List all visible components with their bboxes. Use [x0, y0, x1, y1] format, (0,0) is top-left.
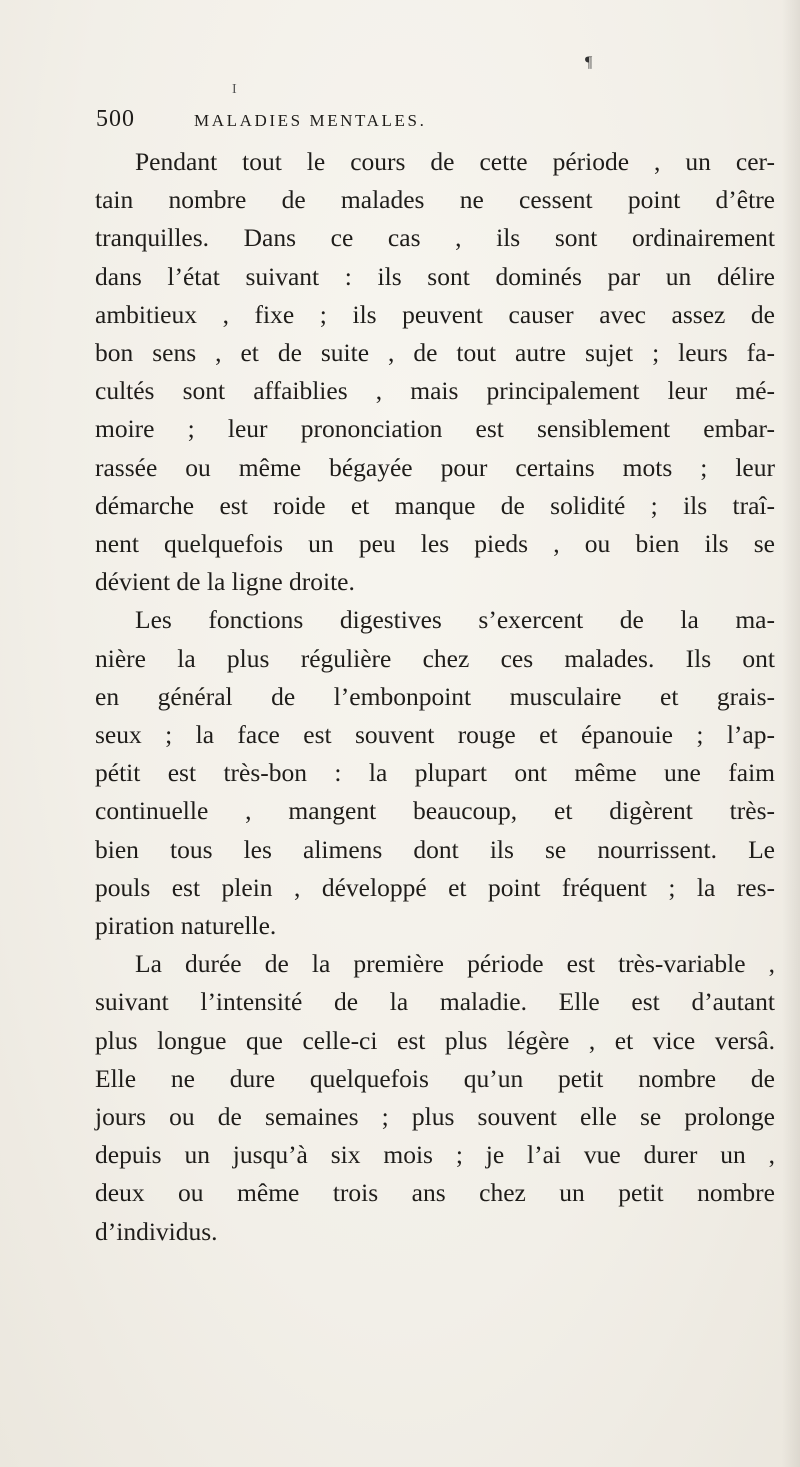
text-line: seux ; la face est souvent rouge et épanouie ; l’ap- [95, 720, 775, 750]
text-line: cultés sont affaiblies , mais principalement leur mé- [95, 376, 775, 406]
body-text [95, 143, 775, 1251]
text-line: jours ou de semaines ; plus souvent elle se prolonge [95, 1102, 775, 1132]
text-line: Pendant tout le cours de cette période , un cer- [135, 147, 775, 176]
text-line: dévient de la ligne droite. [95, 567, 355, 597]
text-line: d’individus. [95, 1216, 218, 1246]
text-line: ambitieux , fixe ; ils peuvent causer avec assez de [95, 299, 775, 329]
text-line: La durée de la première période est très-variable , [135, 949, 775, 979]
text-line: Les fonctions digestives s’exercent de la ma- [135, 605, 775, 635]
text-line: dans l’état suivant : ils sont dominés par un délire [95, 261, 775, 291]
text-line: continuelle , mangent beaucoup, et digèrent très- [95, 796, 775, 826]
text-line: depuis un jusqu’à six mois ; je l’ai vue durer un , [95, 1140, 775, 1170]
text-line: suivant l’intensité de la maladie. Elle est d’autant [95, 987, 775, 1017]
print-mark: ¶ [585, 54, 593, 71]
text-line: Elle ne dure quelquefois qu’un petit nombre de [95, 1063, 775, 1093]
text-line: pétit est très-bon : la plupart ont même une faim [95, 758, 775, 788]
text-line: bon sens , et de suite , de tout autre sujet ; leurs fa- [95, 338, 775, 368]
page-number: 500 [96, 106, 135, 132]
text-line: deux ou même trois ans chez un petit nombre [95, 1178, 775, 1208]
text-line: plus longue que celle-ci est plus légère , et vice versâ. [95, 1025, 775, 1055]
text-line: bien tous les alimens dont ils se nourrissent. Le [95, 834, 775, 864]
text-line: en général de l’embonpoint musculaire et grais- [95, 681, 775, 711]
text-line: pouls est plein , développé et point fréquent ; la res- [95, 872, 775, 902]
text-line: piration naturelle. [95, 911, 277, 941]
running-head: MALADIES MENTALES. [194, 111, 427, 130]
text-line: moire ; leur prononciation est sensiblement embar- [95, 414, 775, 444]
text-line: nière la plus régulière chez ces malades. Ils ont [95, 643, 775, 673]
text-line: tain nombre de malades ne cessent point d’être [95, 185, 775, 215]
print-speck: I [232, 82, 237, 97]
text-line: tranquilles. Dans ce cas , ils sont ordinairement [95, 223, 775, 253]
page-edge-shadow [782, 0, 800, 1467]
page-header [96, 106, 656, 140]
text-line: rassée ou même bégayée pour certains mots ; leur [95, 452, 775, 482]
text-line: nent quelquefois un peu les pieds , ou bien ils se [95, 529, 775, 559]
text-line: démarche est roide et manque de solidité ; ils traî- [95, 490, 775, 520]
